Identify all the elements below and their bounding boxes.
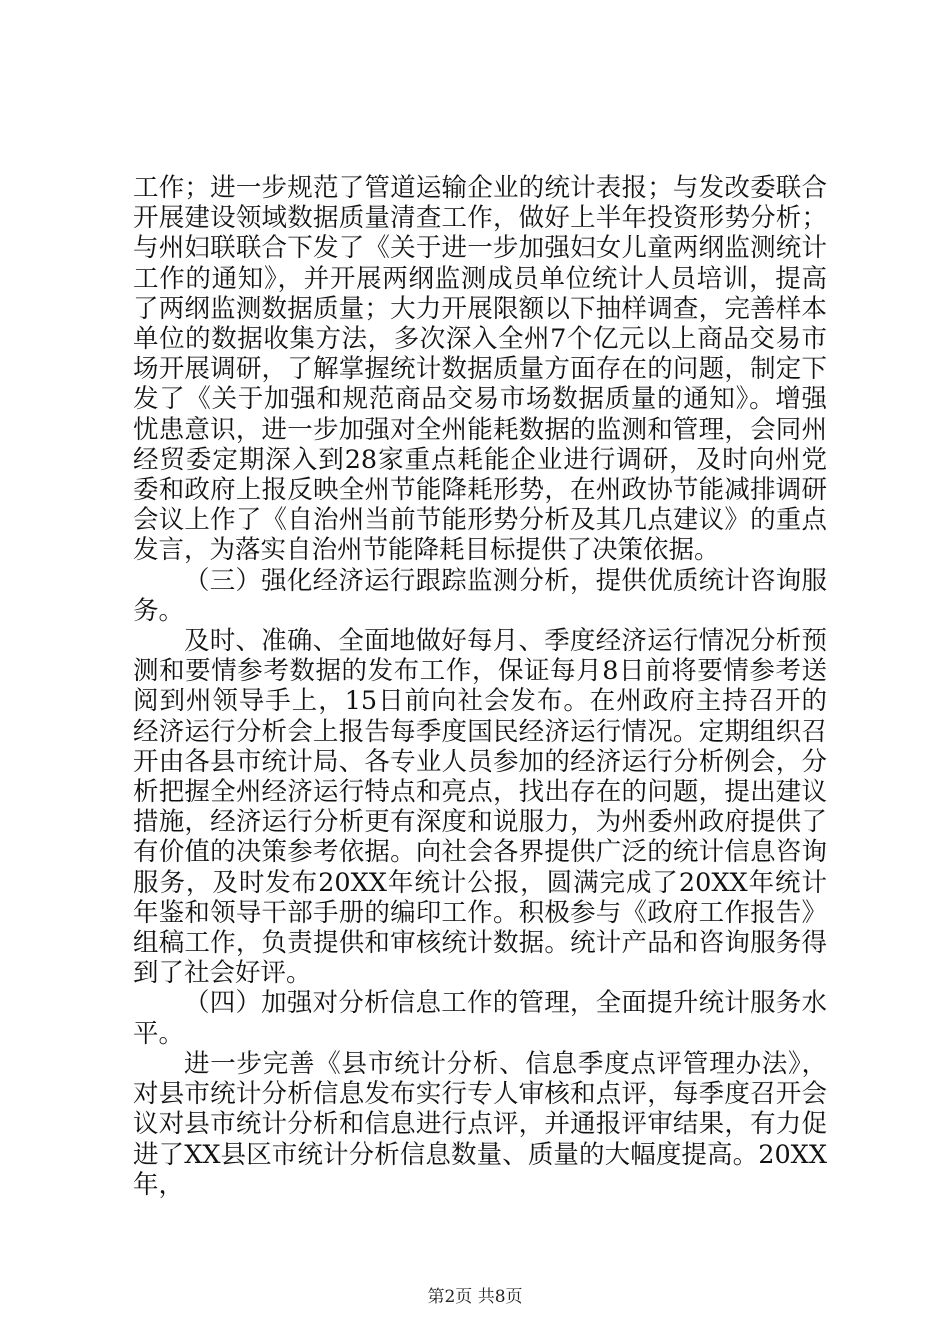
section-heading-four: （四）加强对分析信息工作的管理，全面提升统计服务水平。 [133,988,827,1049]
section-heading-three: （三）强化经济运行跟踪监测分析，提供优质统计咨询服务。 [133,565,827,626]
document-body [133,173,827,1200]
page-number-footer: 第2页 共8页 [427,1287,523,1307]
paragraph-section-four: 进一步完善《县市统计分析、信息季度点评管理办法》，对县市统计分析信息发布实行专人审核和点评，每季度召开会议对县市统计分析和信息进行点评，并通报评审结果，有力促进了XX县区市统计分析信息数量、质量的大幅度提高。20XX年， [133,1048,827,1200]
paragraph-section-three: 及时、准确、全面地做好每月、季度经济运行情况分析预测和要情参考数据的发布工作，保证每月8日前将要情参考送阅到州领导手上，15日前向社会发布。在州政府主持召开的经济运行分析会上报告每季度国民经济运行情况。定期组织召开由各县市统计局、各专业人员参加的经济运行分析例会，分析把握全州经济运行特点和亮点，找出存在的问题，提出建议措施，经济运行分析更有深度和说服力，为州委州政府提供了有价值的决策参考依据。向社会各界提供广泛的统计信息咨询服务，及时发布20XX年统计公报，圆满完成了20XX年统计年鉴和领导干部手册的编印工作。积极参与《政府工作报告》组稿工作，负责提供和审核统计数据。统计产品和咨询服务得到了社会好评。 [133,626,827,989]
paragraph-continuation: 工作；进一步规范了管道运输企业的统计表报；与发改委联合开展建设领域数据质量清查工作，做好上半年投资形势分析；与州妇联联合下发了《关于进一步加强妇女儿童两纲监测统计工作的通知》，并开展两纲监测成员单位统计人员培训，提高了两纲监测数据质量；大力开展限额以下抽样调查，完善样本单位的数据收集方法，多次深入全州7个亿元以上商品交易市场开展调研，了解掌握统计数据质量方面存在的问题，制定下发了《关于加强和规范商品交易市场数据质量的通知》。增强忧患意识，进一步加强对全州能耗数据的监测和管理，会同州经贸委定期深入到28家重点耗能企业进行调研，及时向州党委和政府上报反映全州节能降耗形势，在州政协节能减排调研会议上作了《自治州当前节能形势分析及其几点建议》的重点发言，为落实自治州节能降耗目标提供了决策依据。 [133,173,827,566]
